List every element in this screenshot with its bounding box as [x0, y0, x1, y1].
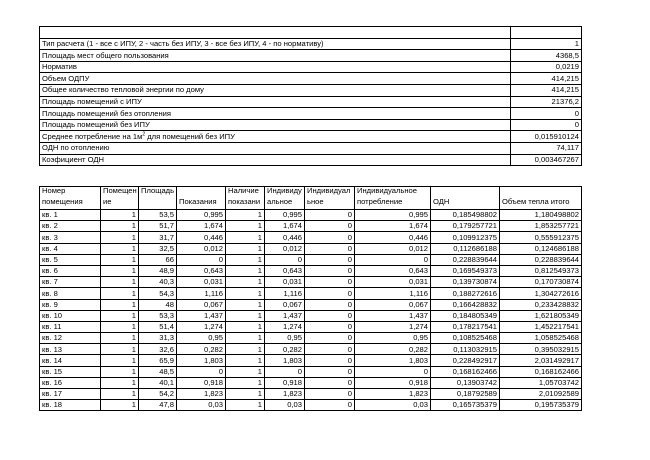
- column-header: Площадь: [139, 187, 177, 199]
- column-header: потребление: [355, 198, 431, 210]
- table-cell: 0,918: [177, 377, 226, 388]
- table-cell: 0,995: [177, 210, 226, 221]
- table-cell: 0: [305, 254, 355, 265]
- table-cell: 0,643: [355, 265, 431, 276]
- apartment-number: кв. 3: [40, 232, 101, 243]
- parameter-row: [40, 61, 582, 73]
- table-cell: 1,452217541: [500, 321, 582, 332]
- table-cell: 0,067: [355, 299, 431, 310]
- table-cell: 0,918: [265, 377, 305, 388]
- table-cell: 0: [305, 221, 355, 232]
- column-header: показани: [226, 198, 265, 210]
- parameter-label: Норматив: [40, 61, 511, 73]
- table-cell: 1,116: [355, 288, 431, 299]
- table-cell: 48,9: [139, 265, 177, 276]
- table-cell: 0,03: [355, 400, 431, 411]
- table-cell: 1,116: [177, 288, 226, 299]
- table-cell: 0: [305, 277, 355, 288]
- table-cell: 0: [305, 344, 355, 355]
- column-header: [500, 187, 582, 199]
- table-cell: 0,228839644: [431, 254, 500, 265]
- parameter-label: Среднее потребление на $1м^2$ для помещений без ИПУ: [40, 131, 511, 143]
- table-cell: 0,228492917: [431, 355, 500, 366]
- parameter-label: Площадь помещений без ИПУ: [40, 119, 511, 131]
- table-cell: 1: [101, 389, 139, 400]
- table-cell: 51,4: [139, 321, 177, 332]
- table-cell: 0,179257721: [431, 221, 500, 232]
- table-row: [40, 321, 582, 332]
- parameter-value: 21376,2: [511, 96, 582, 108]
- table-cell: 1: [226, 288, 265, 299]
- column-header: ьное: [305, 198, 355, 210]
- table-cell: 0,165735379: [431, 400, 500, 411]
- parameter-row: [40, 84, 582, 96]
- parameter-value: 74,117: [511, 142, 582, 154]
- table-cell: 0,282: [177, 344, 226, 355]
- apartment-number: кв. 15: [40, 366, 101, 377]
- table-cell: 1,823: [177, 389, 226, 400]
- table-cell: 1,274: [265, 321, 305, 332]
- parameter-label: Площадь помещений с ИПУ: [40, 96, 511, 108]
- parameter-row: [40, 38, 582, 50]
- table-cell: 2,01092589: [500, 389, 582, 400]
- column-header: [177, 187, 226, 199]
- parameter-value: 0: [511, 108, 582, 120]
- table-cell: 31,3: [139, 333, 177, 344]
- table-cell: 0,185498802: [431, 210, 500, 221]
- table-cell: 0,109912375: [431, 232, 500, 243]
- table-cell: 1,437: [177, 310, 226, 321]
- table-cell: 0: [305, 243, 355, 254]
- parameter-value: 1: [511, 38, 582, 50]
- column-header: [431, 187, 500, 199]
- parameter-label: Объем ОДПУ: [40, 73, 511, 85]
- table-cell: 1: [226, 344, 265, 355]
- table-row: [40, 243, 582, 254]
- table-cell: 0: [355, 366, 431, 377]
- parameters-body: [40, 27, 582, 166]
- apartment-number: кв. 10: [40, 310, 101, 321]
- table-cell: 0,139730874: [431, 277, 500, 288]
- table-cell: 0,03: [177, 400, 226, 411]
- table-cell: 40,3: [139, 277, 177, 288]
- column-header: Объем тепла итого: [500, 198, 582, 210]
- table-cell: 0,012: [177, 243, 226, 254]
- table-cell: 0,555912375: [500, 232, 582, 243]
- table-cell: 0,178217541: [431, 321, 500, 332]
- table-cell: 0: [177, 366, 226, 377]
- parameter-value: 4368,5: [511, 50, 582, 62]
- table-row: [40, 377, 582, 388]
- parameter-row: [40, 73, 582, 85]
- table-row: [40, 232, 582, 243]
- table-cell: 54,3: [139, 288, 177, 299]
- apartment-number: кв. 4: [40, 243, 101, 254]
- table-cell: 1: [101, 243, 139, 254]
- table-cell: 0,282: [265, 344, 305, 355]
- table-cell: 0,067: [265, 299, 305, 310]
- table-cell: 0,995: [355, 210, 431, 221]
- table-cell: 0: [305, 366, 355, 377]
- table-row: [40, 277, 582, 288]
- table-cell: 1: [226, 366, 265, 377]
- table-row: [40, 400, 582, 411]
- table-cell: 0,13903742: [431, 377, 500, 388]
- table-cell: 0,124686188: [500, 243, 582, 254]
- apartment-number: кв. 1: [40, 210, 101, 221]
- parameter-label: Площадь помещений без отопления: [40, 108, 511, 120]
- table-cell: 1,058525468: [500, 333, 582, 344]
- parameter-value: 414,215: [511, 84, 582, 96]
- table-cell: 0: [305, 210, 355, 221]
- table-cell: 0,031: [355, 277, 431, 288]
- table-cell: 1: [101, 277, 139, 288]
- table-cell: 53,3: [139, 310, 177, 321]
- table-cell: 48,5: [139, 366, 177, 377]
- table-cell: 1,05703742: [500, 377, 582, 388]
- table-cell: 0,446: [265, 232, 305, 243]
- apartment-number: кв. 13: [40, 344, 101, 355]
- table-cell: 0: [305, 377, 355, 388]
- table-cell: 1: [226, 333, 265, 344]
- apartments-body: [40, 210, 582, 411]
- parameter-row: [40, 96, 582, 108]
- table-cell: 1,674: [265, 221, 305, 232]
- table-cell: 0,112686188: [431, 243, 500, 254]
- table-cell: 0: [265, 366, 305, 377]
- header-row: [40, 198, 582, 210]
- table-cell: 0,188272616: [431, 288, 500, 299]
- table-row: [40, 299, 582, 310]
- table-cell: 0,995: [265, 210, 305, 221]
- column-header: альное: [265, 198, 305, 210]
- table-cell: 1: [226, 221, 265, 232]
- apartment-number: кв. 6: [40, 265, 101, 276]
- table-cell: 53,5: [139, 210, 177, 221]
- apartment-number: кв. 2: [40, 221, 101, 232]
- table-cell: 0,113032915: [431, 344, 500, 355]
- table-cell: 0,195735379: [500, 400, 582, 411]
- table-cell: 1: [226, 254, 265, 265]
- table-cell: 1: [101, 377, 139, 388]
- table-cell: 1,674: [355, 221, 431, 232]
- table-cell: 0,228839644: [500, 254, 582, 265]
- table-cell: 0: [305, 389, 355, 400]
- table-row: [40, 265, 582, 276]
- table-cell: 0,95: [177, 333, 226, 344]
- table-cell: 0: [177, 254, 226, 265]
- table-cell: 0,643: [177, 265, 226, 276]
- table-cell: 66: [139, 254, 177, 265]
- table-cell: 0: [305, 400, 355, 411]
- apartment-number: кв. 11: [40, 321, 101, 332]
- table-cell: 0: [265, 254, 305, 265]
- parameter-value: 0,015910124: [511, 131, 582, 143]
- parameter-value: 414,215: [511, 73, 582, 85]
- column-header: Показания: [177, 198, 226, 210]
- table-cell: 0,95: [355, 333, 431, 344]
- table-cell: 0: [305, 355, 355, 366]
- table-cell: 0,812549373: [500, 265, 582, 276]
- parameter-label: Тип расчета (1 - все с ИПУ, 2 - часть без ИПУ, 3 - все без ИПУ, 4 - по нормативу): [40, 38, 511, 50]
- table-cell: 1: [101, 333, 139, 344]
- table-cell: 1,437: [265, 310, 305, 321]
- table-cell: 0,108525468: [431, 333, 500, 344]
- parameter-label: ОДН по отоплению: [40, 142, 511, 154]
- table-cell: 1: [101, 210, 139, 221]
- parameter-row: [40, 131, 582, 143]
- table-cell: 1: [226, 310, 265, 321]
- table-row: [40, 333, 582, 344]
- table-cell: 0,18792589: [431, 389, 500, 400]
- table-row: [40, 366, 582, 377]
- table-cell: 0,067: [177, 299, 226, 310]
- column-header: Номер: [40, 187, 101, 199]
- parameter-label: Площадь мест общего пользования: [40, 50, 511, 62]
- table-cell: 51,7: [139, 221, 177, 232]
- table-cell: 1: [226, 355, 265, 366]
- table-cell: 0: [305, 232, 355, 243]
- table-cell: 0,643: [265, 265, 305, 276]
- table-cell: 0,169549373: [431, 265, 500, 276]
- table-cell: 1,674: [177, 221, 226, 232]
- apartment-number: кв. 17: [40, 389, 101, 400]
- parameter-label: Общее количество тепловой энергии по дому: [40, 84, 511, 96]
- table-cell: 1: [101, 321, 139, 332]
- table-cell: 1: [101, 254, 139, 265]
- apartment-number: кв. 12: [40, 333, 101, 344]
- parameter-row: [40, 119, 582, 131]
- table-cell: 1,274: [177, 321, 226, 332]
- table-cell: 0,166428832: [431, 299, 500, 310]
- table-cell: 1: [101, 310, 139, 321]
- table-cell: 0,95: [265, 333, 305, 344]
- table-cell: 0,012: [265, 243, 305, 254]
- table-cell: 1,621805349: [500, 310, 582, 321]
- table-row: [40, 254, 582, 265]
- table-cell: 0,170730874: [500, 277, 582, 288]
- table-cell: 1: [226, 321, 265, 332]
- table-cell: 31,7: [139, 232, 177, 243]
- table-row: [40, 310, 582, 321]
- parameters-table: [39, 26, 582, 166]
- table-cell: 1: [101, 366, 139, 377]
- apartment-number: кв. 7: [40, 277, 101, 288]
- table-cell: 1: [101, 221, 139, 232]
- table-cell: 1,116: [265, 288, 305, 299]
- table-cell: 32,5: [139, 243, 177, 254]
- apartments-table: [39, 186, 582, 411]
- table-cell: 0: [305, 265, 355, 276]
- apartment-number: кв. 5: [40, 254, 101, 265]
- table-cell: 1,437: [355, 310, 431, 321]
- table-cell: 1,823: [355, 389, 431, 400]
- parameter-value: 0,003467267: [511, 154, 582, 166]
- column-header: [139, 198, 177, 210]
- parameter-row: [40, 142, 582, 154]
- apartment-number: кв. 18: [40, 400, 101, 411]
- table-cell: 1,803: [265, 355, 305, 366]
- table-cell: 65,9: [139, 355, 177, 366]
- table-cell: 1: [101, 232, 139, 243]
- table-cell: 1: [226, 377, 265, 388]
- table-row: [40, 288, 582, 299]
- table-cell: 1: [101, 265, 139, 276]
- column-header: ОДН: [431, 198, 500, 210]
- table-cell: 48: [139, 299, 177, 310]
- header-row: [40, 187, 582, 199]
- parameter-row: [40, 154, 582, 166]
- table-cell: 0,031: [177, 277, 226, 288]
- table-cell: 1: [101, 355, 139, 366]
- table-row: [40, 221, 582, 232]
- table-cell: 40,1: [139, 377, 177, 388]
- column-header: Индивидуальное: [355, 187, 431, 199]
- parameter-label: Коэфициент ОДН: [40, 154, 511, 166]
- table-cell: 2,031492917: [500, 355, 582, 366]
- column-header: Наличие: [226, 187, 265, 199]
- parameter-row: [40, 108, 582, 120]
- apartment-number: кв. 14: [40, 355, 101, 366]
- table-cell: 0: [305, 333, 355, 344]
- apartment-number: кв. 8: [40, 288, 101, 299]
- table-cell: 1: [226, 389, 265, 400]
- table-cell: 1,274: [355, 321, 431, 332]
- table-cell: 0: [305, 321, 355, 332]
- table-cell: 1: [226, 243, 265, 254]
- table-cell: 54,2: [139, 389, 177, 400]
- table-cell: 32,6: [139, 344, 177, 355]
- table-cell: 1: [101, 299, 139, 310]
- table-row: [40, 355, 582, 366]
- table-cell: 0,168162466: [431, 366, 500, 377]
- table-row: [40, 344, 582, 355]
- table-cell: 1: [101, 288, 139, 299]
- table-cell: 1: [226, 232, 265, 243]
- table-cell: 1: [226, 265, 265, 276]
- column-header: Индивидуал: [305, 187, 355, 199]
- table-cell: 1,823: [265, 389, 305, 400]
- table-cell: 0: [305, 288, 355, 299]
- parameter-value: 0,0219: [511, 61, 582, 73]
- table-cell: 0,446: [355, 232, 431, 243]
- column-header: ие: [101, 198, 139, 210]
- table-cell: 1,304272616: [500, 288, 582, 299]
- column-header: Индивиду: [265, 187, 305, 199]
- table-cell: 0: [305, 310, 355, 321]
- table-cell: 0,03: [265, 400, 305, 411]
- table-cell: 1,803: [177, 355, 226, 366]
- table-cell: 0,446: [177, 232, 226, 243]
- column-header: Помещен: [101, 187, 139, 199]
- parameter-row: [40, 50, 582, 62]
- table-cell: 1,803: [355, 355, 431, 366]
- table-cell: 1: [101, 344, 139, 355]
- table-cell: 1,180498802: [500, 210, 582, 221]
- table-cell: 0,168162466: [500, 366, 582, 377]
- parameter-value: 0: [511, 119, 582, 131]
- table-cell: 1: [226, 299, 265, 310]
- apartment-number: кв. 16: [40, 377, 101, 388]
- table-cell: 0: [305, 299, 355, 310]
- table-cell: 1: [226, 277, 265, 288]
- table-cell: 1: [226, 210, 265, 221]
- apartments-header: [40, 187, 582, 210]
- apartment-number: кв. 9: [40, 299, 101, 310]
- table-cell: 0,031: [265, 277, 305, 288]
- table-cell: 0: [355, 254, 431, 265]
- parameters-spacer-row: [40, 27, 582, 39]
- table-row: [40, 389, 582, 400]
- table-cell: 47,8: [139, 400, 177, 411]
- table-cell: 1,853257721: [500, 221, 582, 232]
- table-cell: 0,184805349: [431, 310, 500, 321]
- table-cell: 1: [101, 400, 139, 411]
- column-header: помещения: [40, 198, 101, 210]
- table-cell: 1: [226, 400, 265, 411]
- table-cell: 0,282: [355, 344, 431, 355]
- table-cell: 0,395032915: [500, 344, 582, 355]
- table-cell: 0,012: [355, 243, 431, 254]
- table-cell: 0,918: [355, 377, 431, 388]
- table-cell: 0,233428832: [500, 299, 582, 310]
- table-row: [40, 210, 582, 221]
